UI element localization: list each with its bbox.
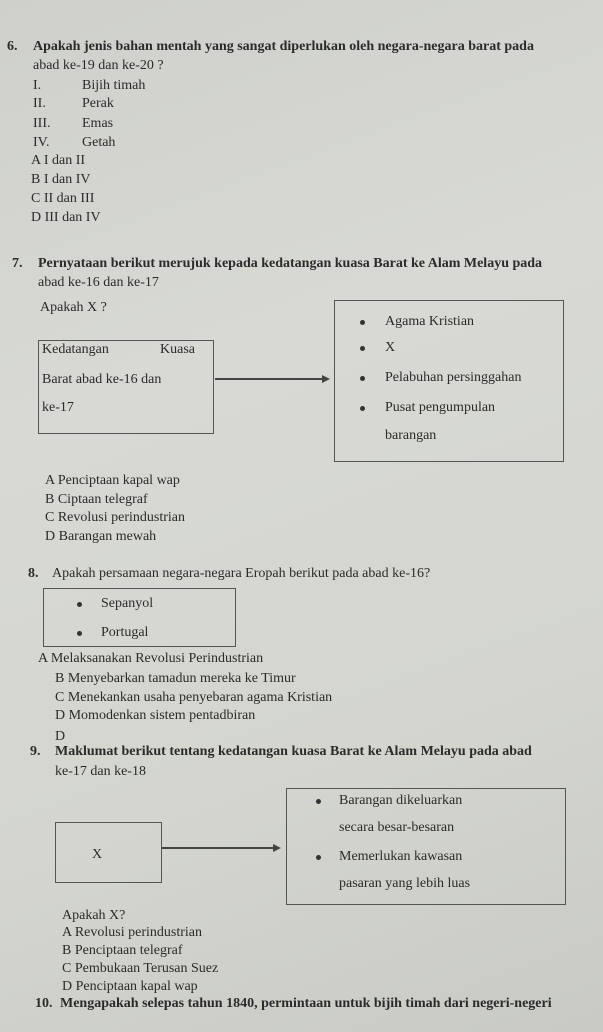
q10-number: 10. <box>35 996 53 1011</box>
arrow-right-icon <box>322 375 330 383</box>
q7-right-item: X <box>385 340 396 355</box>
q6-option-a: A I dan II <box>31 153 86 168</box>
q9-left-label: X <box>92 847 103 862</box>
q7-arrow-line <box>215 378 323 380</box>
q7-option-d: D Barangan mewah <box>45 529 157 544</box>
q6-item-roman: I. <box>33 78 42 93</box>
q7-left-text: ke-17 <box>42 400 74 415</box>
bullet-icon <box>360 346 365 351</box>
q8-option-c: C Menekankan usaha penyebaran agama Kristian <box>55 690 333 705</box>
q7-right-item: Pusat pengumpulan <box>385 400 496 415</box>
q9-arrow-line <box>162 847 274 849</box>
q6-item-roman: IV. <box>33 135 50 150</box>
q6-item-roman: III. <box>33 116 51 131</box>
q7-text-cont: abad ke-16 dan ke-17 <box>38 275 159 290</box>
q7-right-item-cont: barangan <box>385 428 437 443</box>
q7-right-item: Pelabuhan persinggahan <box>385 370 522 385</box>
q8-answer: D <box>55 729 66 744</box>
q9-right-item: Memerlukan kawasan <box>339 849 463 864</box>
q7-text: Pernyataan berikut merujuk kepada kedatangan kuasa Barat ke Alam Melayu pada <box>38 256 543 271</box>
bullet-icon <box>316 855 321 860</box>
q9-number: 9. <box>30 744 41 759</box>
q8-box-item: Portugal <box>101 625 149 640</box>
q8-option-d: D Momodenkan sistem pentadbiran <box>55 708 256 723</box>
q7-right-item: Agama Kristian <box>385 314 475 329</box>
q6-item-roman: II. <box>33 96 46 111</box>
q7-option-a: A Penciptaan kapal wap <box>45 473 180 488</box>
arrow-right-icon <box>273 844 281 852</box>
bullet-icon <box>77 631 82 636</box>
q9-text-cont: ke-17 dan ke-18 <box>55 764 146 779</box>
q8-box-item: Sepanyol <box>101 596 154 611</box>
q6-item: Getah <box>82 135 116 150</box>
q8-option-b: B Menyebarkan tamadun mereka ke Timur <box>55 671 296 686</box>
q6-text: Apakah jenis bahan mentah yang sangat diperlukan oleh negara-negara barat pada <box>33 39 534 54</box>
q9-option-b: B Penciptaan telegraf <box>62 943 183 958</box>
q6-item: Perak <box>82 96 114 111</box>
q7-left-text: Barat abad ke-16 dan <box>42 372 162 387</box>
q6-text-cont: abad ke-19 dan ke-20 ? <box>33 58 164 73</box>
q8-number: 8. <box>28 566 39 581</box>
q6-item: Emas <box>82 116 114 131</box>
q10-text: Mengapakah selepas tahun 1840, permintaan untuk bijih timah dari negeri-negeri <box>60 996 552 1011</box>
q7-option-c: C Revolusi perindustrian <box>45 510 185 525</box>
q6-number: 6. <box>7 39 18 54</box>
bullet-icon <box>360 320 365 325</box>
q9-prompt: Apakah X? <box>62 908 126 923</box>
q9-text: Maklumat berikut tentang kedatangan kuasa Barat ke Alam Melayu pada abad <box>55 744 532 759</box>
q9-right-item: Barangan dikeluarkan <box>339 793 463 808</box>
bullet-icon <box>360 376 365 381</box>
q7-left-heading: Kuasa <box>160 342 195 357</box>
q6-option-c: C II dan III <box>31 191 95 206</box>
q9-option-a: A Revolusi perindustrian <box>62 925 202 940</box>
q6-option-d: D III dan IV <box>31 210 101 225</box>
q7-left-heading: Kedatangan <box>42 342 109 357</box>
q7-prompt: Apakah X ? <box>40 300 107 315</box>
q9-right-item-cont: pasaran yang lebih luas <box>339 876 471 891</box>
q7-option-b: B Ciptaan telegraf <box>45 492 148 507</box>
q6-item: Bijih timah <box>82 78 146 93</box>
bullet-icon <box>316 799 321 804</box>
bullet-icon <box>360 406 365 411</box>
q8-option-a: A Melaksanakan Revolusi Perindustrian <box>38 651 264 666</box>
q7-number: 7. <box>12 256 23 271</box>
q9-option-d: D Penciptaan kapal wap <box>62 979 198 994</box>
q9-option-c: C Pembukaan Terusan Suez <box>62 961 219 976</box>
q9-left-box <box>55 822 162 883</box>
q8-text: Apakah persamaan negara-negara Eropah berikut pada abad ke-16? <box>52 566 431 581</box>
bullet-icon <box>77 602 82 607</box>
q9-right-item-cont: secara besar-besaran <box>339 820 455 835</box>
q6-option-b: B I dan IV <box>31 172 91 187</box>
